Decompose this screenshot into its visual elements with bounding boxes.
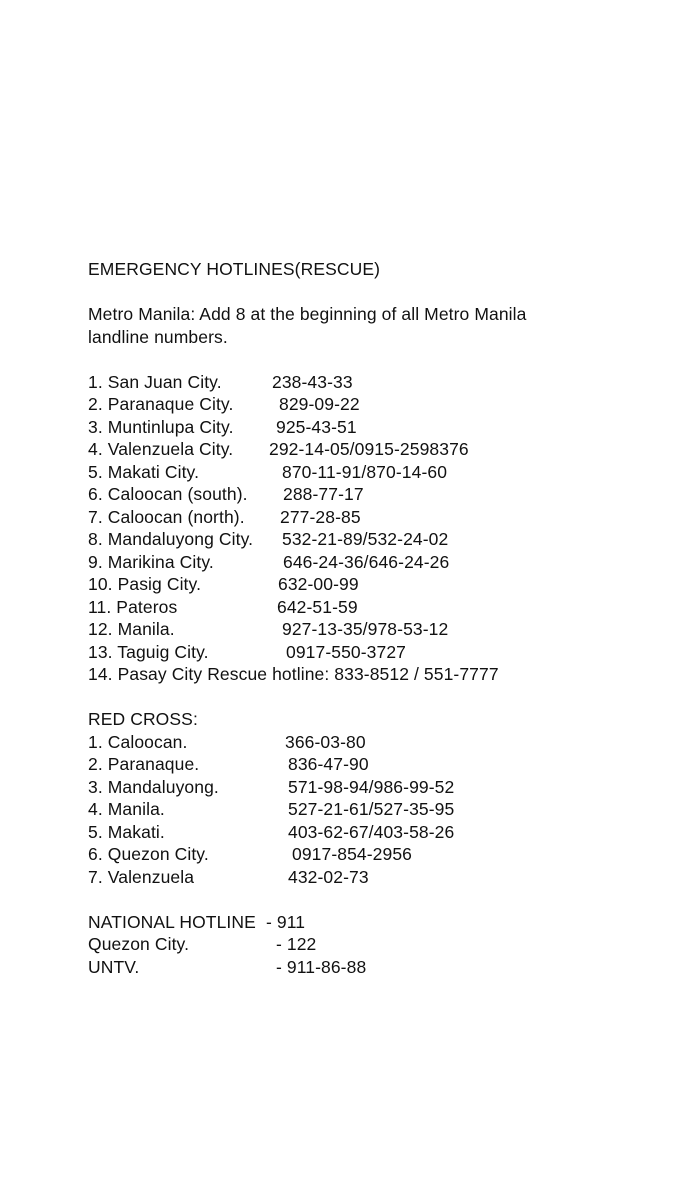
list-item	[88, 416, 648, 439]
list-item	[88, 641, 648, 664]
item-name: 8. Mandaluyong City.	[88, 529, 254, 549]
list-item	[88, 821, 648, 844]
list-item	[88, 371, 648, 394]
list-item	[88, 753, 648, 776]
list-item	[88, 933, 648, 956]
list-item	[88, 618, 648, 641]
list-item	[88, 483, 648, 506]
item-number: 532-21-89/532-24-02	[282, 529, 449, 549]
item-name: 4. Manila.	[88, 799, 165, 819]
list-item	[88, 956, 648, 979]
item-number: 927-13-35/978-53-12	[282, 619, 449, 639]
list-item	[88, 596, 648, 619]
spacer	[88, 686, 648, 709]
item-name: 2. Paranaque City.	[88, 394, 234, 414]
item-number: 366-03-80	[285, 731, 366, 752]
list-item	[88, 506, 648, 529]
item-name: 5. Makati City.	[88, 461, 200, 482]
section-heading	[88, 708, 648, 731]
list-item	[88, 438, 648, 461]
item-name: 3. Mandaluyong.	[88, 776, 219, 797]
item-name: UNTV.	[88, 956, 140, 977]
document-title	[88, 258, 648, 281]
item-number: 571-98-94/986-99-52	[288, 776, 455, 797]
list-item	[88, 798, 648, 821]
item-name: 6. Caloocan (south).	[88, 484, 248, 504]
item-name: 7. Caloocan (north).	[88, 506, 245, 527]
item-number: 646-24-36/646-24-26	[283, 551, 450, 572]
item-name: 4. Valenzuela City.	[88, 439, 234, 459]
item-number: 403-62-67/403-58-26	[288, 821, 455, 842]
item-number: 288-77-17	[283, 484, 364, 504]
list-item	[88, 731, 648, 754]
item-name: 5. Makati.	[88, 821, 165, 842]
item-number: 829-09-22	[279, 394, 360, 414]
list-item	[88, 573, 648, 596]
red-cross-heading: RED CROSS:	[88, 709, 198, 729]
list-item	[88, 843, 648, 866]
spacer	[88, 281, 648, 304]
item-number: 870-11-91/870-14-60	[282, 461, 448, 482]
title-text: EMERGENCY HOTLINES(RESCUE)	[88, 259, 381, 279]
item-number: 836-47-90	[288, 754, 369, 774]
item-name: NATIONAL HOTLINE	[88, 911, 256, 932]
list-item	[88, 911, 648, 934]
item-name: 1. Caloocan.	[88, 731, 188, 752]
item-number: 277-28-85	[280, 506, 361, 527]
item-name: 14. Pasay City Rescue hotline: 833-8512 / 551-7777	[88, 664, 499, 684]
item-name: 2. Paranaque.	[88, 754, 200, 774]
item-name: 7. Valenzuela	[88, 866, 195, 887]
item-name: 1. San Juan City.	[88, 371, 222, 392]
list-item	[88, 461, 648, 484]
item-name: 10. Pasig City.	[88, 574, 202, 594]
item-number: 632-00-99	[278, 574, 359, 594]
spacer	[88, 888, 648, 911]
item-name: 9. Marikina City.	[88, 551, 214, 572]
national-section	[88, 911, 648, 979]
item-number: 925-43-51	[276, 416, 357, 437]
item-number: 238-43-33	[272, 371, 353, 392]
rescue-list	[88, 371, 648, 686]
item-number: 0917-854-2956	[292, 844, 413, 864]
item-number: 527-21-61/527-35-95	[288, 799, 455, 819]
list-item	[88, 776, 648, 799]
item-name: 6. Quezon City.	[88, 844, 209, 864]
item-number: - 911-86-88	[276, 956, 367, 977]
list-item	[88, 393, 648, 416]
item-number: 432-02-73	[288, 866, 369, 887]
list-item	[88, 528, 648, 551]
item-name: 13. Taguig City.	[88, 641, 209, 662]
item-name: 11. Pateros	[88, 596, 178, 617]
item-number: - 911	[266, 911, 306, 932]
item-number: 0917-550-3727	[286, 641, 407, 662]
red-cross-section	[88, 708, 648, 888]
item-name: Quezon City.	[88, 934, 190, 954]
hotlines-document	[88, 258, 648, 978]
spacer	[88, 348, 648, 371]
list-item	[88, 866, 648, 889]
item-number: 292-14-05/0915-2598376	[269, 439, 469, 459]
item-name: 3. Muntinlupa City.	[88, 416, 234, 437]
list-item	[88, 551, 648, 574]
item-number: 642-51-59	[277, 596, 358, 617]
item-number: - 122	[276, 934, 317, 954]
intro-note: Metro Manila: Add 8 at the beginning of all Metro Manila landline numbers.	[88, 304, 527, 347]
list-item	[88, 663, 648, 686]
item-name: 12. Manila.	[88, 619, 175, 639]
